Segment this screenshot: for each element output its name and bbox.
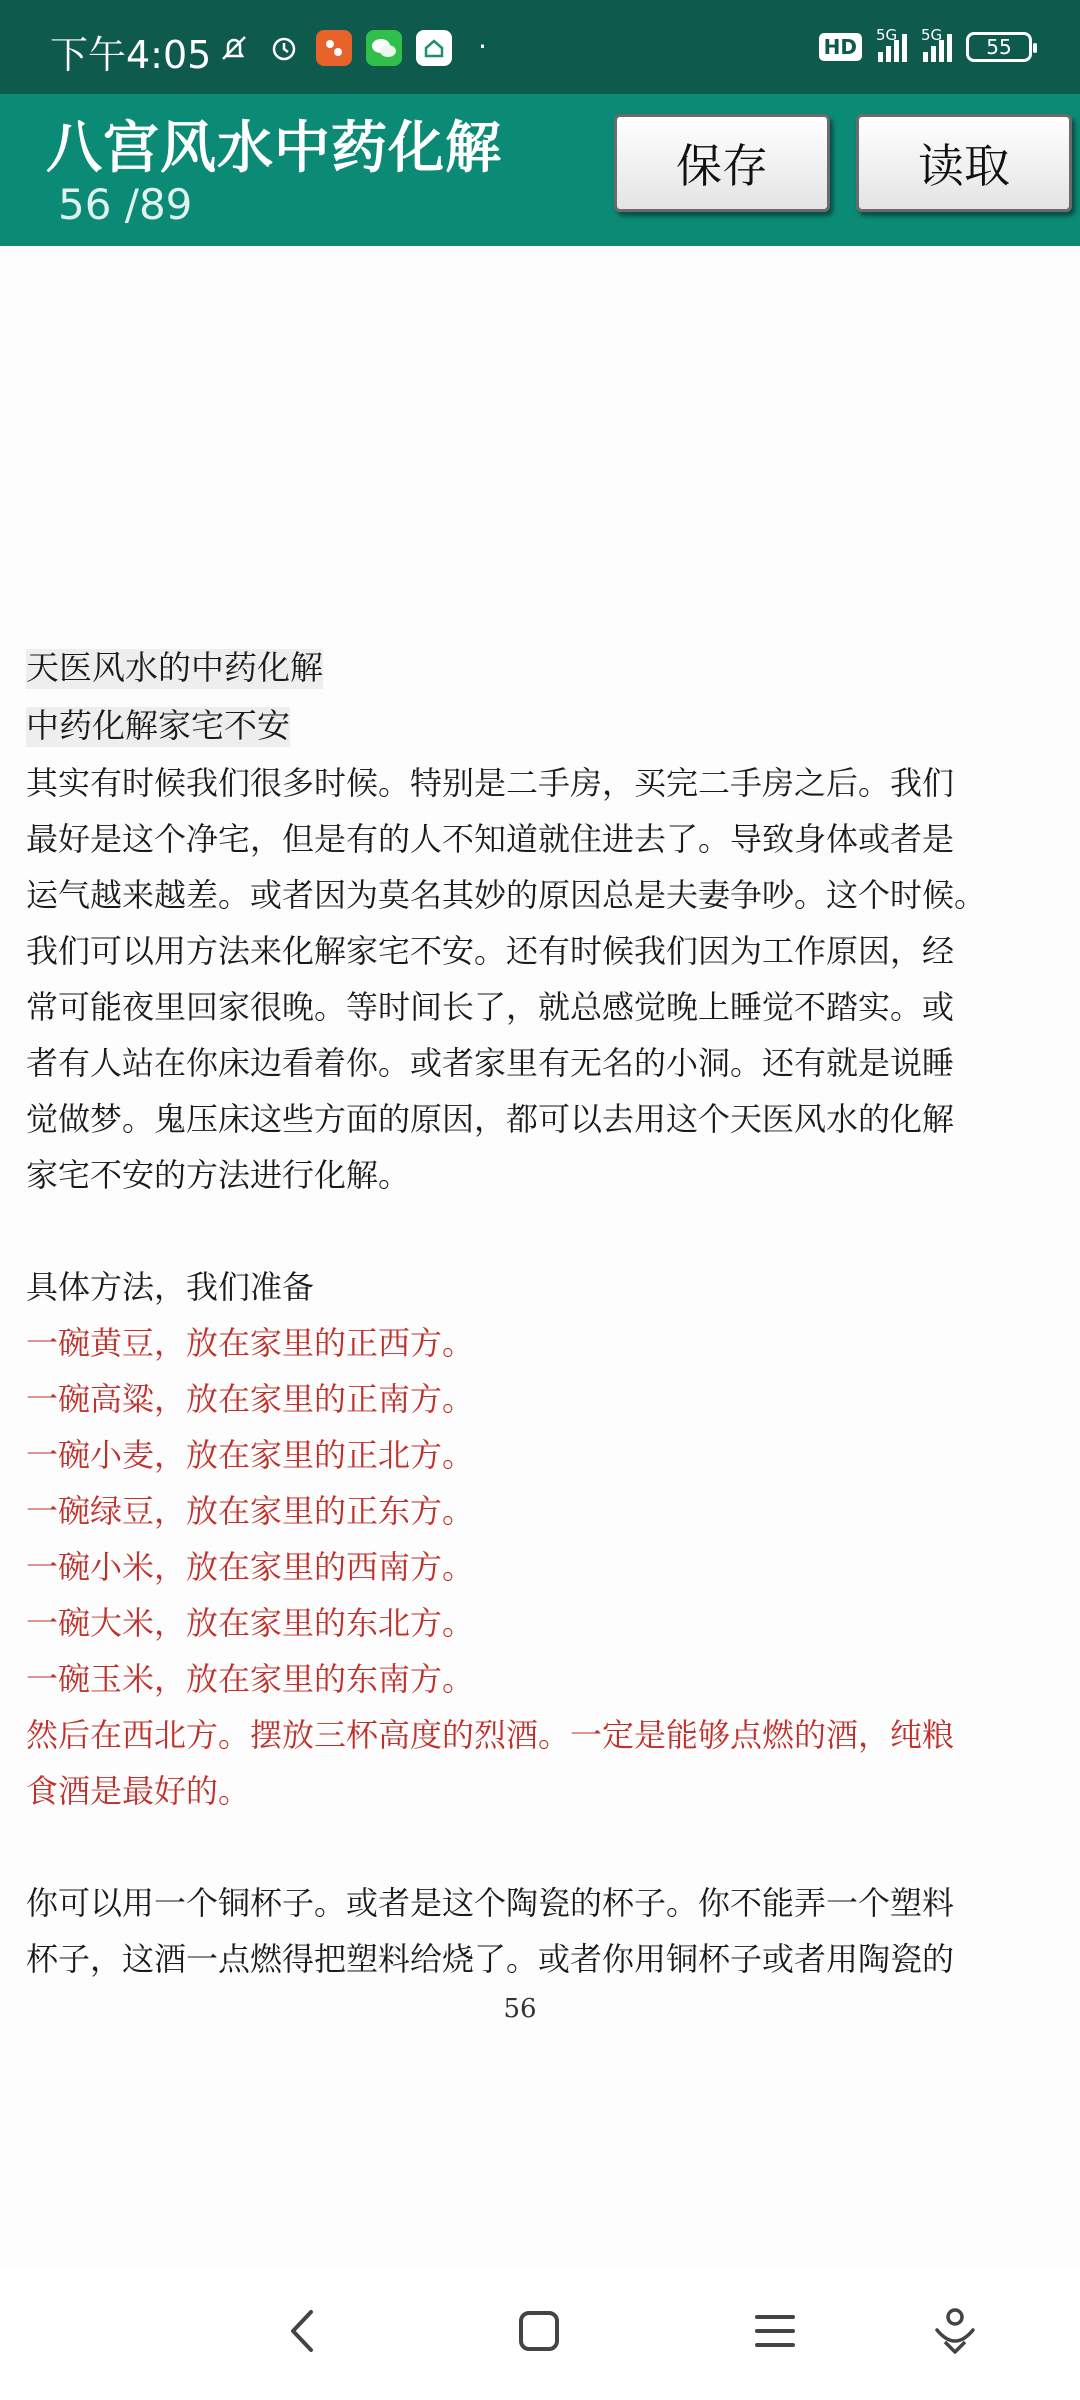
hd-badge: HD xyxy=(819,33,862,61)
heading-2: 中药化解家宅不安 xyxy=(26,700,290,747)
method-item: 一碗绿豆，放在家里的正东方。 xyxy=(26,1492,475,1530)
status-icons-left xyxy=(216,30,452,66)
battery-icon xyxy=(966,32,1032,62)
paragraph-line: 运气越来越差。或者因为莫名其妙的原因总是夫妻争吵。这个时候。 xyxy=(26,876,987,914)
method-item: 然后在西北方。摆放三杯高度的烈酒。一定是能够点燃的酒，纯粮 xyxy=(26,1716,955,1754)
method-item: 一碗小麦，放在家里的正北方。 xyxy=(26,1436,475,1474)
page-number: 56 xyxy=(503,1994,537,2024)
method-item: 食酒是最好的。 xyxy=(26,1772,251,1810)
navigation-bar xyxy=(0,2266,1080,2400)
paragraph-line: 觉做梦。鬼压床这些方面的原因，都可以去用这个天医风水的化解 xyxy=(26,1100,955,1138)
back-icon[interactable] xyxy=(268,2296,338,2366)
method-item: 一碗小米，放在家里的西南方。 xyxy=(26,1548,475,1586)
heading-1: 天医风水的中药化解 xyxy=(26,642,323,689)
method-intro: 具体方法，我们准备 xyxy=(26,1268,315,1306)
home-icon[interactable] xyxy=(504,2296,574,2366)
document-page[interactable] xyxy=(0,246,1080,2266)
signal-1-icon: 5G xyxy=(876,32,907,62)
paragraph-line: 者有人站在你床边看着你。或者家里有无名的小洞。还有就是说睡 xyxy=(26,1044,955,1082)
status-bar xyxy=(0,0,1080,94)
read-button[interactable]: 读取 xyxy=(856,114,1072,212)
paragraph-line: 常可能夜里回家很晚。等时间长了，就总感觉晚上睡觉不踏实。或 xyxy=(26,988,955,1026)
battery-level: 55 xyxy=(986,35,1012,59)
method-item: 一碗玉米，放在家里的东南方。 xyxy=(26,1660,475,1698)
method-item: 一碗大米，放在家里的东北方。 xyxy=(26,1604,475,1642)
app-title: 八宫风水中药化解 xyxy=(46,116,502,181)
alarm-icon xyxy=(266,30,302,66)
assistant-icon[interactable] xyxy=(920,2296,990,2366)
paragraph-line: 你可以用一个铜杯子。或者是这个陶瓷的杯子。你不能弄一个塑料 xyxy=(26,1884,955,1922)
page-indicator: 56 /89 xyxy=(58,180,193,229)
app-bar xyxy=(0,94,1080,246)
bell-off-icon xyxy=(216,30,252,66)
paragraph-line: 其实有时候我们很多时候。特别是二手房，买完二手房之后。我们 xyxy=(26,764,955,802)
paragraph-line: 家宅不安的方法进行化解。 xyxy=(26,1156,411,1194)
status-icons-right xyxy=(819,26,1032,62)
save-button[interactable]: 保存 xyxy=(614,114,830,212)
wechat-icon xyxy=(366,30,402,66)
paragraph-line: 最好是这个净宅，但是有的人不知道就住进去了。导致身体或者是 xyxy=(26,820,955,858)
menu-icon[interactable] xyxy=(740,2296,810,2366)
paragraph-line: 杯子，这酒一点燃得把塑料给烧了。或者你用铜杯子或者用陶瓷的 xyxy=(26,1940,955,1978)
app-icon xyxy=(316,30,352,66)
method-item: 一碗黄豆，放在家里的正西方。 xyxy=(26,1324,475,1362)
status-time: 下午4:05 xyxy=(50,33,212,77)
method-item: 一碗高粱，放在家里的正南方。 xyxy=(26,1380,475,1418)
home-app-icon xyxy=(416,30,452,66)
notification-dot: · xyxy=(478,30,487,63)
signal-2-icon: 5G xyxy=(921,32,952,62)
paragraph-line: 我们可以用方法来化解家宅不安。还有时候我们因为工作原因，经 xyxy=(26,932,955,970)
